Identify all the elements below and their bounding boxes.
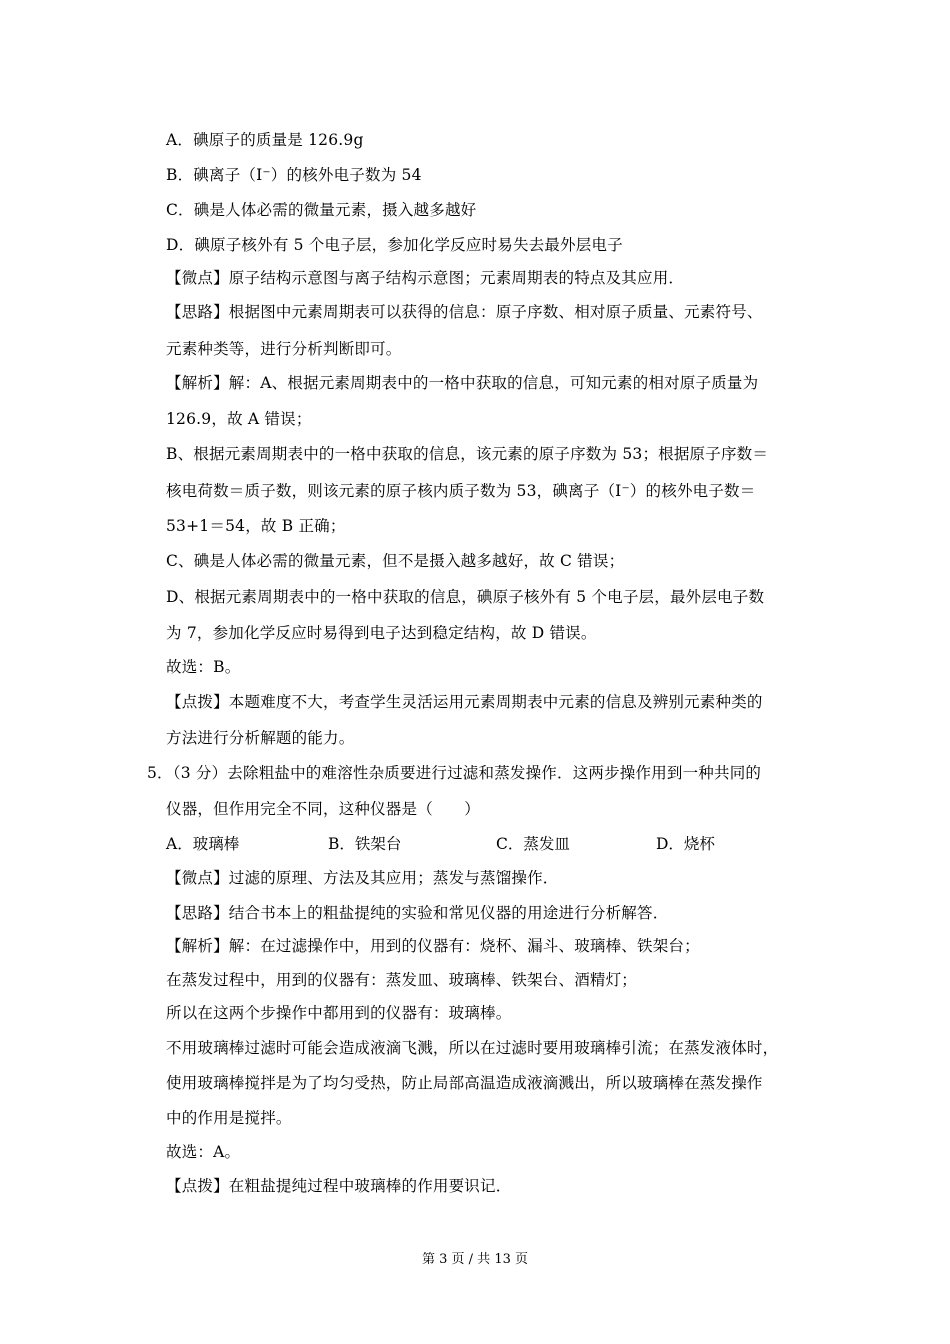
q4-dianbo-line-1: 【点拨】本题难度不大，考查学生灵活运用元素周期表中元素的信息及辨别元素种类的 bbox=[166, 693, 763, 711]
q5-silu: 【思路】结合书本上的粗盐提纯的实验和常见仪器的用途进行分析解答． bbox=[166, 904, 669, 922]
q4-weidian: 【微点】原子结构示意图与离子结构示意图；元素周期表的特点及其应用． bbox=[166, 269, 685, 287]
q4-silu-line-1: 【思路】根据图中元素周期表可以获得的信息：原子序数、相对原子质量、元素符号、 bbox=[166, 303, 763, 321]
q4-jiexi-line-1: 【解析】解：A、根据元素周期表中的一格中获取的信息，可知元素的相对原子质量为 bbox=[166, 374, 759, 392]
q4-option-d: D．碘原子核外有 5 个电子层，参加化学反应时易失去最外层电子 bbox=[166, 236, 623, 254]
q5-stem-line-2: 仪器，但作用完全不同，这种仪器是（ ） bbox=[166, 800, 481, 818]
q4-jiexi-line-3: B、根据元素周期表中的一格中获取的信息，该元素的原子序数为 53；根据原子序数＝ bbox=[166, 445, 769, 463]
q4-option-b: B．碘离子（I⁻）的核外电子数为 54 bbox=[166, 166, 422, 184]
page-footer: 第 3 页 / 共 13 页 bbox=[422, 1252, 528, 1267]
q4-jiexi-line-6: C、碘是人体必需的微量元素，但不是摄入越多越好，故 C 错误； bbox=[166, 552, 625, 570]
q4-dianbo-line-2: 方法进行分析解题的能力。 bbox=[166, 729, 355, 747]
q5-jiexi-line-1: 【解析】解：在过滤操作中，用到的仪器有：烧杯、漏斗、玻璃棒、铁架台； bbox=[166, 937, 700, 955]
q5-stem-line-1: 5．（3 分）去除粗盐中的难溶性杂质要进行过滤和蒸发操作．这两步操作用到一种共同的 bbox=[147, 764, 762, 782]
q5-dianbo: 【点拨】在粗盐提纯过程中玻璃棒的作用要识记． bbox=[166, 1177, 512, 1195]
q5-option-b: B．铁架台 bbox=[328, 835, 402, 853]
q5-jiexi-line-2: 在蒸发过程中，用到的仪器有：蒸发皿、玻璃棒、铁架台、酒精灯； bbox=[166, 971, 638, 989]
q5-jiexi-line-5: 使用玻璃棒搅拌是为了均匀受热，防止局部高温造成液滴溅出，所以玻璃棒在蒸发操作 bbox=[166, 1074, 763, 1092]
q5-jiexi-line-6: 中的作用是搅拌。 bbox=[166, 1109, 292, 1127]
q5-jiexi-line-4: 不用玻璃棒过滤时可能会造成液滴飞溅，所以在过滤时要用玻璃棒引流；在蒸发液体时， bbox=[166, 1039, 779, 1057]
q4-jiexi-line-5: 53+1＝54，故 B 正确； bbox=[166, 517, 346, 535]
q4-jiexi-line-7: D、根据元素周期表中的一格中获取的信息，碘原子核外有 5 个电子层，最外层电子数 bbox=[166, 588, 765, 606]
q4-jiexi-line-4: 核电荷数＝质子数，则该元素的原子核内质子数为 53，碘离子（I⁻）的核外电子数＝ bbox=[166, 482, 756, 500]
q5-jiexi-line-3: 所以在这两个步操作中都用到的仪器有：玻璃棒。 bbox=[166, 1004, 512, 1022]
q4-answer: 故选：B。 bbox=[166, 658, 241, 676]
q5-weidian: 【微点】过滤的原理、方法及其应用；蒸发与蒸馏操作． bbox=[166, 869, 559, 887]
q5-answer: 故选：A。 bbox=[166, 1143, 241, 1161]
q4-option-c: C．碘是人体必需的微量元素，摄入越多越好 bbox=[166, 201, 477, 219]
q4-silu-line-2: 元素种类等，进行分析判断即可。 bbox=[166, 340, 402, 358]
q4-jiexi-line-2: 126.9，故 A 错误； bbox=[166, 410, 312, 428]
q4-jiexi-line-8: 为 7，参加化学反应时易得到电子达到稳定结构，故 D 错误。 bbox=[166, 624, 597, 642]
q5-option-c: C．蒸发皿 bbox=[496, 835, 570, 853]
q5-option-a: A．玻璃棒 bbox=[166, 835, 240, 853]
q4-option-a: A．碘原子的质量是 126.9g bbox=[166, 131, 364, 149]
q5-option-d: D．烧杯 bbox=[656, 835, 715, 853]
